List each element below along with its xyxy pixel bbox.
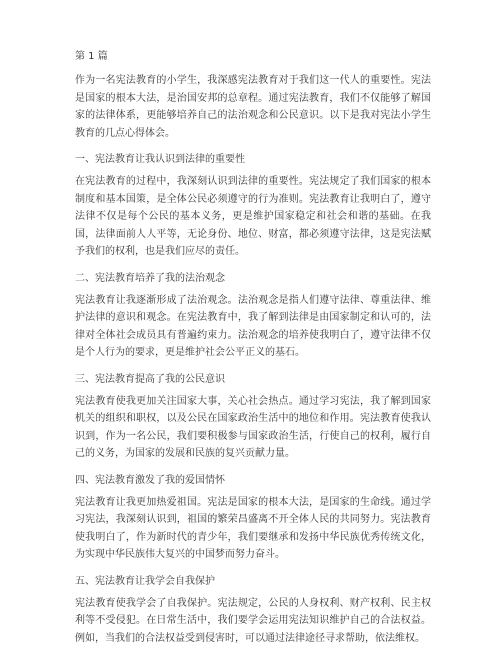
section-body-5: 宪法教育使我学会了自我保护。宪法规定，公民的人身权利、财产权利、民主权利等不受侵犯。在日常生活中，我们要学会运用宪法知识维护自己的合法权益。例如，当我们的合法权益受到侵害时，可以通过法律途径寻求帮助，依法维权。 (75, 597, 431, 644)
section-body-1: 在宪法教育的过程中，我深刻认识到法律的重要性。宪法规定了我们国家的根本制度和基本国策，是全体公民必须遵守的行为准则。宪法教育让我明白了，遵守法律不仅是每个公民的基本义务，更是维护国家稳定和社会和谐的基础。在我国，法律面前人人平等，无论身份、地位、财富，都必须遵守法律，这是宪法赋予我们的权利，也是我们应尽的责任。 (75, 176, 431, 257)
section-heading-1: 一、宪法教育让我认识到法律的重要性 (75, 154, 245, 165)
page-number-label: 第 1 篇 (75, 51, 108, 62)
section-body-4: 宪法教育让我更加热爱祖国。宪法是国家的根本大法，是国家的生命线。通过学习宪法，我深刻认识到，祖国的繁荣昌盛离不开全体人民的共同努力。宪法教育使我明白了，作为新时代的青少年，我们要继承和发扬中华民族优秀传统文化，为实现中华民族伟大复兴的中国梦而努力奋斗。 (75, 496, 431, 560)
section-heading-2: 二、宪法教育培养了我的法治观念 (75, 272, 225, 284)
section-body-3: 宪法教育使我更加关注国家大事，关心社会热点。通过学习宪法，我了解到国家机关的组织和职权，以及公民在国家政治生活中的地位和作用。宪法教育使我认识到，作为一名公民，我们要积极参与国家政治生活，行使自己的权利，履行自己的义务，为国家的发展和民族的复兴贡献力量。 (75, 395, 431, 459)
document-page (75, 50, 431, 647)
section-body-2: 宪法教育让我逐渐形成了法治观念。法治观念是指人们遵守法律、尊重法律、维护法律的意识和观念。在宪法教育中，我了解到法律是由国家制定和认可的，法律对全体社会成员具有普遍约束力。法治观念的培养使我明白了，遵守法律不仅是个人行为的要求，更是维护社会公平正义的基石。 (75, 294, 431, 358)
section-heading-3: 三、宪法教育提高了我的公民意识 (75, 373, 225, 385)
section-heading-4: 四、宪法教育激发了我的爱国情怀 (75, 474, 225, 486)
section-heading-5: 五、宪法教育让我学会自我保护 (75, 575, 215, 587)
intro-paragraph: 作为一名宪法教育的小学生，我深感宪法教育对于我们这一代人的重要性。宪法是国家的根本大法，是治国安邦的总章程。通过宪法教育，我们不仅能够了解国家的法律体系，更能够培养自己的法治观念和公民意识。以下是我对宪法小学生教育的几点心得体会。 (75, 75, 431, 139)
